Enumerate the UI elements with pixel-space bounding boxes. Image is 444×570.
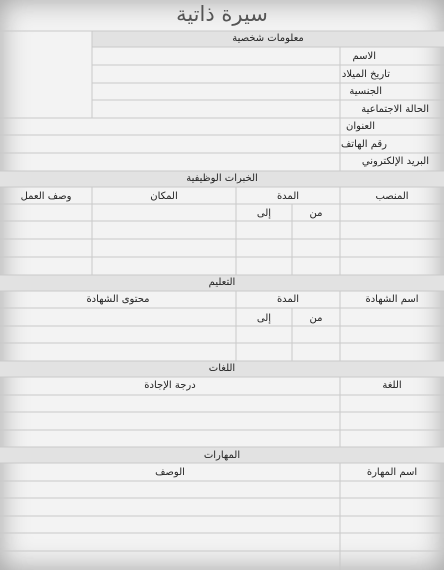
- experience-col-job-description: وصف العمل: [20, 191, 72, 202]
- field-label-address: العنوان: [346, 121, 375, 132]
- experience-from-label: من: [309, 208, 323, 219]
- experience-col-position: المنصب: [375, 191, 409, 202]
- languages-col-level: درجة الإجادة: [144, 380, 196, 391]
- education-to-label: إلى: [256, 313, 272, 324]
- field-label-name: الاسم: [352, 51, 376, 62]
- field-label-nationality: الجنسية: [349, 86, 382, 97]
- field-label-phone: رقم الهاتف: [340, 139, 387, 150]
- skills-col-description: الوصف: [155, 467, 185, 478]
- field-label-email: البريد الإلكتروني: [361, 156, 429, 167]
- experience-col-place: المكان: [150, 191, 178, 202]
- skills-header: المهارات: [203, 450, 241, 461]
- page-title: سيرة ذاتية: [176, 2, 268, 26]
- personal-info-header: معلومات شخصية: [232, 33, 304, 44]
- experience-col-duration: المدة: [276, 191, 300, 202]
- skills-col-skill: اسم المهارة: [366, 467, 418, 478]
- experience-header: الخبرات الوظيفية: [186, 173, 258, 184]
- languages-col-language: اللغة: [382, 380, 402, 391]
- education-from-label: من: [309, 313, 323, 324]
- education-col-content: محتوى الشهادة: [86, 294, 150, 305]
- experience-to-label: إلى: [256, 208, 272, 219]
- field-label-marital-status: الحالة الاجتماعية: [361, 104, 429, 115]
- education-col-degree: اسم الشهادة: [365, 294, 419, 305]
- field-label-birthdate: تاريخ الميلاد: [341, 69, 390, 80]
- languages-header: اللغات: [208, 363, 236, 374]
- education-col-duration: المدة: [276, 294, 300, 305]
- education-header: التعليم: [208, 277, 236, 288]
